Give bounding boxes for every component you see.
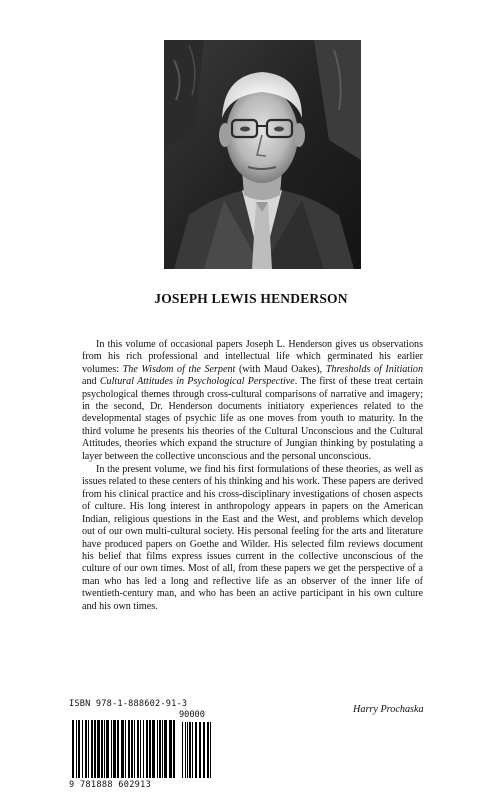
barcode-bar [210,722,211,778]
barcode-bar [78,720,80,778]
isbn-label: ISBN 978-1-888602-91-3 [69,699,188,709]
book-title: Thresholds of Initiation [325,363,423,375]
text-run: In this volume of occasional papers Joseph L. Henderson gives us observations from his rich professional and intellectual life which germinated his earlier volumes: [82,339,423,375]
barcode-bar [159,720,161,778]
barcode-bar [187,722,188,778]
barcode-bar [169,720,172,778]
barcode-bar [121,720,124,778]
author-name: JOSEPH LEWIS HENDERSON [154,291,348,306]
text-run: In the present volume, we find his first formulations of these theories, as well as issues related to these centers of his thinking and his work. These papers are derived from his clinical practice and his cross-disciplinary investigations of chosen aspects of culture. His long interest in anthropology appears in papers on the American Indian, religious questions in the East and the West, and problems which develop out of our own multi-cultural society. His personal feeling for the arts and literature have produced papers on Goethe and Wilder. His selected film reviews document his belief that films express issues current in the collective unconscious of the culture of our own times. Most of all, from these papers we get the perspective of a man who has led a long and reflective life as an observer of the inner life of twentieth-century man, and who has been an active participant in his own culture and his own times. [82,464,423,612]
barcode-bar [173,720,175,778]
text-run: . The first of these treat certain psychological themes through cross-cultural comparisons of narrative and imagery; in the second, Dr. Henderson documents initiatory experiences related to the developmental stages of psychic life as one moves from youth to maturity. In the third volume he presents his theories of the Cultural Unconscious and the Cultural Attitudes, theories which expand the structure of Jungian thinking by postulating a layer between the collective unconscious and the personal unconscious. [82,376,424,462]
barcode-bar [131,720,133,778]
isbn-barcode-block [69,699,212,793]
barcode-image [72,720,212,780]
barcode-bar [72,720,74,778]
barcode-bar [82,720,83,778]
barcode-bar [146,720,148,778]
paragraph [82,339,423,463]
book-title: The Wisdom of the Serpent [122,363,236,375]
barcode-bar [113,720,116,778]
paragraph [82,464,423,613]
barcode-bar [125,720,126,778]
barcode-bar [189,722,191,778]
barcode-bar [140,720,141,778]
text-run: and [82,376,100,388]
barcode-bar [101,720,103,778]
barcode-bar [195,722,197,778]
barcode-bar [128,720,130,778]
author-photo [164,40,361,269]
barcode-bar [94,720,96,778]
barcode-bar [164,720,167,778]
barcode-bar [182,722,183,778]
barcode-bar [134,720,135,778]
barcode-bar [137,720,139,778]
barcode-bar [157,720,158,778]
barcode-bar [117,720,119,778]
barcode-bar [76,720,77,778]
barcode-bar [199,722,201,778]
barcode-bar [185,722,186,778]
barcode-bar [162,720,163,778]
barcode-bar [97,720,100,778]
review-signature: Harry Prochaska [353,704,424,715]
price-code: 90000 [179,710,205,720]
barcode-bar [152,720,155,778]
barcode-bar [85,720,87,778]
barcode-bar [207,722,209,778]
barcode-bar [111,720,112,778]
barcode-bar [88,720,89,778]
barcode-bar [192,722,193,778]
barcode-bar [91,720,93,778]
book-title: Cultural Attitudes in Psychological Perspective [99,376,295,388]
barcode-number: 9 781888 602913 [69,780,152,790]
text-run: (with Maud Oakes), [235,363,326,375]
description-text [82,339,423,613]
barcode-bar [143,720,144,778]
barcode-bar [106,720,109,778]
barcode-bar [203,722,205,778]
barcode-bar [104,720,105,778]
barcode-bar [149,720,151,778]
